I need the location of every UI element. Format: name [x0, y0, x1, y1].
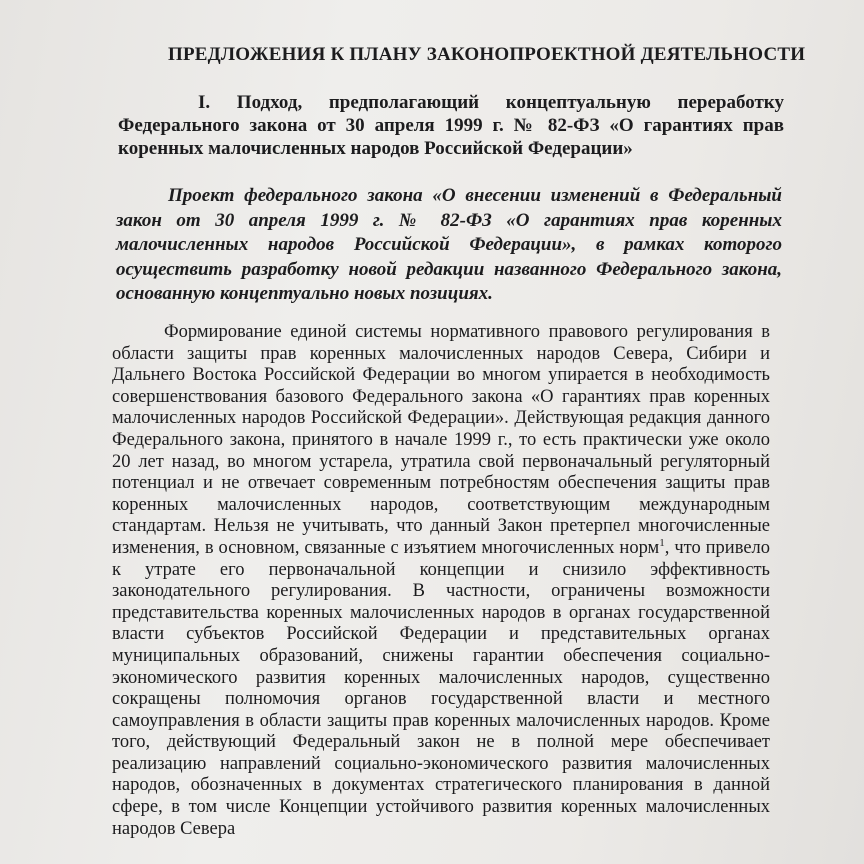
section-heading: I. Подход, предполагающий концептуальную переработку Федерального закона от 30 апреля 1999 г. № 82-ФЗ «О гарантиях прав коренных малочисленных народов Российской Федерации»	[118, 92, 784, 159]
footnote-reference[interactable]: 1	[659, 536, 665, 549]
body-text-part2: , что привело к утрате его первоначальной концепции и снизило эффективность законодательного регулирования. В частности, ограничены возможности представительства коренных малочисленных народов в органах государственной власти субъектов Российской Федерации и представительных органах муниципальных образований, снижены гарантии обеспечения социально-экономического развития коренных малочисленных народов, существенно сокращены полномочия органов государственной власти и местного самоуправления в области защиты прав коренных малочисленных народов. Кроме того, действующий Федеральный закон не в полной мере обеспечивает реализацию направлений социально-экономического развития малочисленных народов, обозначенных в документах стратегического планирования в данной сфере, в том числе Концепции устойчивого развития коренных малочисленных народов Севера	[112, 537, 771, 839]
document-title: ПРЕДЛОЖЕНИЯ К ПЛАНУ ЗАКОНОПРОЕКТНОЙ ДЕЯТЕЛЬНОСТИ	[168, 44, 806, 65]
proposal-paragraph: Проект федерального закона «О внесении изменений в Федеральный закон от 30 апреля 1999 г. № 82-ФЗ «О гарантиях прав коренных малочисленных народов Российской Федерации», в рамках которого осуществить разработку новой редакции названного Федерального закона, основанную концептуально новых позициях.	[116, 185, 782, 304]
body-text-part1: Формирование единой системы нормативного правового регулирования в области защиты прав коренных малочисленных народов Севера, Сибири и Дальнего Востока Российской Федерации во многом упирается в необходимость совершенствования базового Федерального закона «О гарантиях прав коренных малочисленных народов Российской Федерации». Действующая редакция данного Федерального закона, принятого в начале 1999 г., то есть практически уже около 20 лет назад, во многом устарела, утратила свой первоначальный регуляторный потенциал и не отвечает современным потребностям обеспечения защиты прав коренных малочисленных народов, соответствующим международным стандартам. Нельзя не учитывать, что данный Закон претерпел многочисленные изменения, в основном, связанные с изъятием многочисленных норм	[112, 322, 770, 558]
body-paragraph	[112, 322, 770, 840]
